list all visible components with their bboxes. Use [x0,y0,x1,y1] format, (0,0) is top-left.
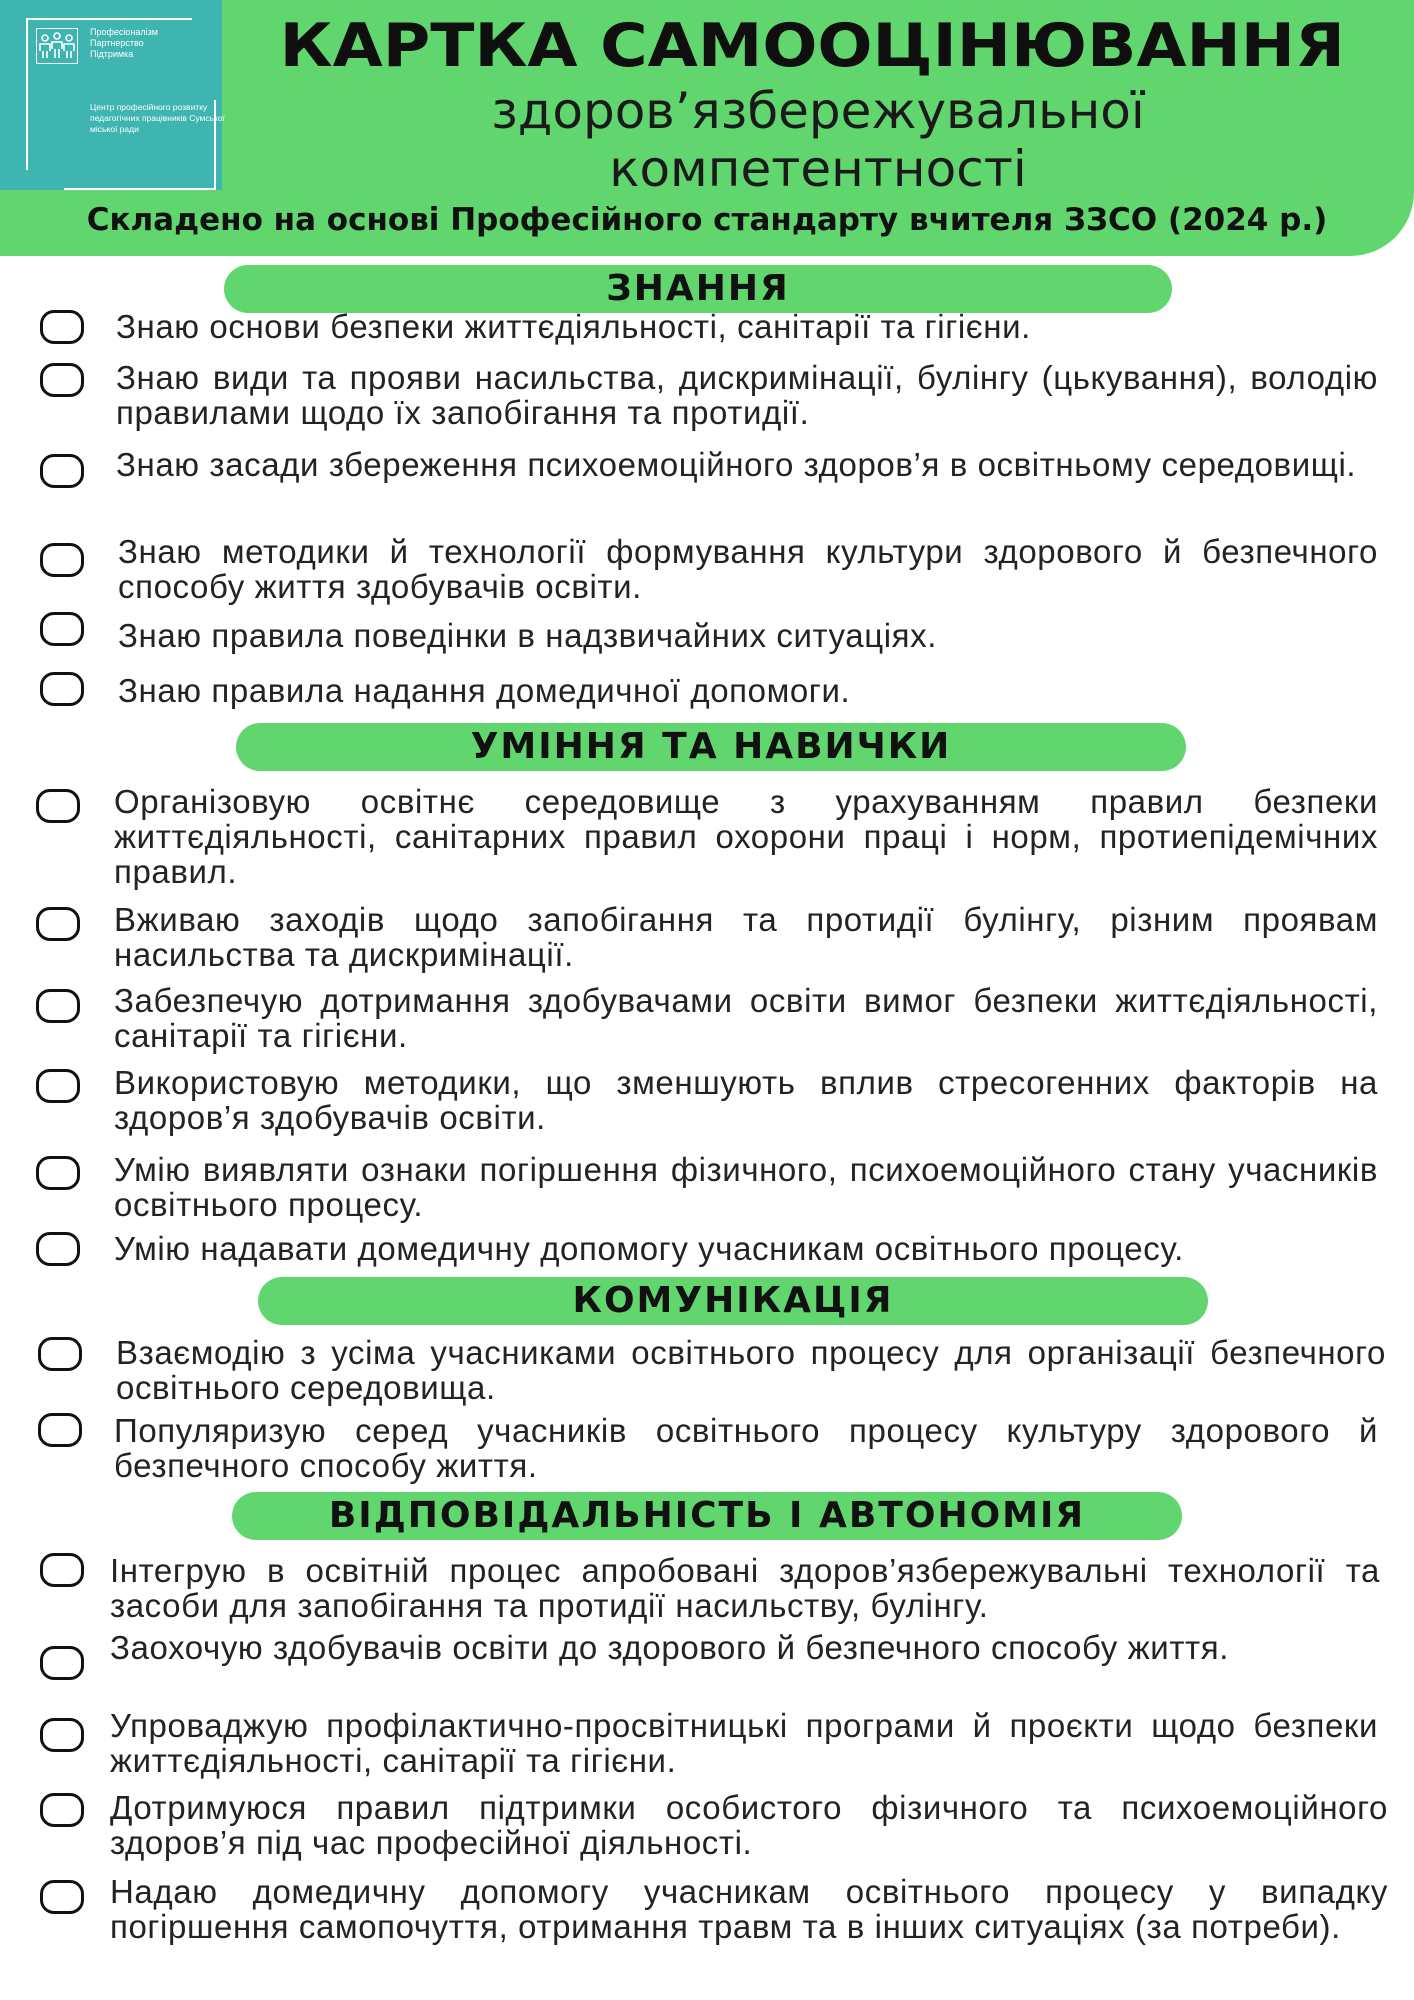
item-text: Знаю засади збереження психоемоційного здоров’я в освітньому середовищі. [116,446,1357,483]
item-text: Організовую освітнє середовище з урахуванням правил безпеки життєдіяльності, санітарних правил охорони праці і норм, протиепідемічних правил. [114,783,1378,890]
checkbox[interactable] [40,612,84,646]
page-subtitle-line2: компетентності [609,140,1027,198]
checkbox[interactable] [36,1156,80,1190]
section-responsibility-header: ВІДПОВІДАЛЬНІСТЬ І АВТОНОМІЯ [232,1492,1182,1540]
checkbox[interactable] [36,989,80,1023]
item-text: Популяризую серед учасників освітнього процесу культуру здорового й безпечного способу життя. [114,1412,1378,1484]
people-icon [36,28,78,64]
checkbox[interactable] [36,789,80,823]
page-subtitle [222,82,1414,198]
checkbox[interactable] [40,454,84,488]
checkbox[interactable] [36,1232,80,1266]
checkbox[interactable] [40,1793,84,1827]
checkbox[interactable] [38,1413,82,1447]
checkbox[interactable] [40,363,84,397]
page-title: КАРТКА САМООЦІНЮВАННЯ [279,11,1345,81]
item-text: Надаю домедичну допомогу учасникам освітнього процесу у випадку погіршення самопочуття, отримання травм та в інших ситуаціях (за потреби). [110,1873,1388,1945]
section-skills-header: УМІННЯ ТА НАВИЧКИ [236,723,1186,771]
logo-line-partnership: Партнерство [90,38,144,48]
checkbox[interactable] [40,310,84,344]
item-text: Упроваджую профілактично-просвітницькі програми й проєкти щодо безпеки життєдіяльності, санітарії та гігієни. [110,1707,1378,1779]
item-text: Знаю правила надання домедичної допомоги. [118,672,851,709]
item-text: Умію виявляти ознаки погіршення фізичного, психоемоційного стану учасників освітнього процесу. [114,1151,1378,1223]
item-text: Дотримуюся правил підтримки особистого фізичного та психоемоційного здоров’я під час професійної діяльності. [110,1789,1388,1861]
basis-note: Складено на основі Професійного стандарту вчителя ЗЗСО (2024 р.) [86,202,1328,238]
item-text: Знаю методики й технології формування культури здорового й безпечного способу життя здобувачів освіти. [118,533,1378,605]
item-text: Використовую методики, що зменшують вплив стресогенних факторів на здоров’я здобувачів освіти. [114,1064,1378,1136]
item-text: Знаю правила поведінки в надзвичайних ситуаціях. [118,617,938,654]
section-communication-header: КОМУНІКАЦІЯ [258,1277,1208,1325]
checkbox[interactable] [38,1337,82,1371]
item-text: Умію надавати домедичну допомогу учасникам освітнього процесу. [114,1230,1184,1267]
item-text: Забезпечую дотримання здобувачами освіти вимог безпеки життєдіяльності, санітарії та гігієни. [114,982,1378,1054]
logo-line-professionalism: Професіоналізм [90,27,158,37]
item-text: Знаю види та прояви насильства, дискримінації, булінгу (цькування), володію правилами щодо їх запобігання та протидії. [116,359,1378,431]
checkbox[interactable] [40,543,84,577]
checkbox[interactable] [40,1553,84,1587]
logo-frame [26,18,225,170]
checkbox[interactable] [36,1069,80,1103]
section-knowledge-header: ЗНАННЯ [224,265,1172,313]
header-banner [0,0,1414,256]
checkbox[interactable] [40,1718,84,1752]
logo-org-name: Центр професійного розвитку педагогічних працівників Сумської міської ради [90,102,225,134]
checkbox[interactable] [36,907,80,941]
checkbox[interactable] [40,1880,84,1914]
checkbox[interactable] [40,672,84,706]
item-text: Знаю основи безпеки життєдіяльності, санітарії та гігієни. [116,308,1031,345]
item-text: Взаємодію з усіма учасниками освітнього процесу для організації безпечного освітнього середовища. [116,1334,1386,1406]
item-text: Вживаю заходів щодо запобігання та протидії булінгу, різним проявам насильства та дискримінації. [114,901,1378,973]
page-subtitle-line1: здоров’язбережувальної [491,82,1145,140]
item-text: Інтегрую в освітній процес апробовані здоров’язбережувальні технології та засоби для запобігання та протидії насильству, булінгу. [110,1552,1380,1624]
item-text: Заохочую здобувачів освіти до здорового й безпечного способу життя. [110,1629,1229,1666]
checkbox[interactable] [40,1646,84,1680]
logo-line-support: Підтримка [90,49,134,59]
